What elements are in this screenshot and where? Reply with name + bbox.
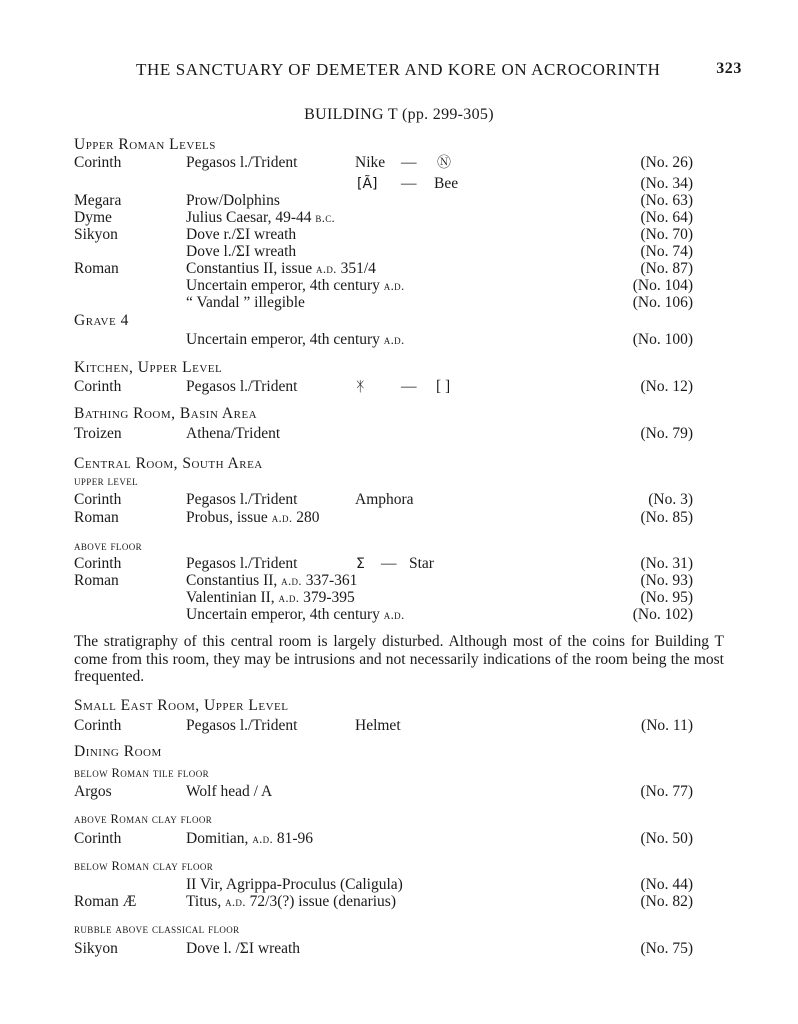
- coin-row: [0, 425, 798, 443]
- subheading: rubble above classical floor: [74, 922, 240, 936]
- coin-detail: Bee: [434, 175, 459, 192]
- section-title: Grave 4: [74, 312, 129, 329]
- catalog-number: (No. 50): [640, 830, 693, 847]
- coin-type: Pegasos l./Trident: [186, 154, 298, 171]
- coin-row: [0, 491, 798, 509]
- mint: Megara: [74, 192, 122, 209]
- coin-detail: Star: [409, 555, 434, 572]
- subheading-above-floor: [0, 537, 798, 555]
- mint: Sikyon: [74, 940, 118, 957]
- coin-row: [0, 830, 798, 848]
- coin-detail: Amphora: [355, 491, 414, 508]
- section-title: Upper Roman Levels: [74, 136, 216, 153]
- coin-row: [0, 154, 798, 172]
- coin-row: [0, 277, 798, 295]
- coin-type: Uncertain emperor, 4th century a.d.: [186, 606, 405, 623]
- section-title: Bathing Room, Basin Area: [74, 405, 258, 422]
- section-title: Central Room, South Area: [74, 455, 263, 472]
- coin-row: [0, 192, 798, 210]
- subheading: above Roman clay floor: [74, 812, 213, 826]
- monogram-symbol: ᛡ: [356, 379, 365, 395]
- coin-detail: Helmet: [355, 717, 401, 734]
- coin-row: [0, 589, 798, 607]
- catalog-number: (No. 106): [632, 294, 693, 311]
- coin-row: [0, 783, 798, 801]
- subheading: above floor: [74, 539, 143, 553]
- mint: Corinth: [74, 378, 122, 395]
- catalog-number: (No. 11): [641, 717, 693, 734]
- monogram-symbol: [Ã]: [357, 176, 378, 192]
- coin-row: [0, 717, 798, 735]
- coin-row: [0, 940, 798, 958]
- coin-row: [0, 209, 798, 227]
- coin-row: [0, 572, 798, 590]
- monogram-symbol: Σ: [356, 556, 365, 572]
- mint: Roman Æ: [74, 893, 137, 910]
- catalog-number: (No. 79): [640, 425, 693, 442]
- catalog-number: (No. 34): [640, 175, 693, 192]
- running-title: THE SANCTUARY OF DEMETER AND KORE ON ACROCORINTH: [136, 60, 661, 79]
- coin-type: Dove l./ΣΙ wreath: [186, 243, 297, 260]
- subheading: below Roman tile floor: [74, 766, 210, 780]
- dash: —: [401, 175, 417, 192]
- coin-row: [0, 226, 798, 244]
- coin-type: Dove r./ΣΙ wreath: [186, 226, 297, 243]
- coin-type: Uncertain emperor, 4th century a.d.: [186, 331, 405, 348]
- catalog-number: (No. 102): [632, 606, 693, 623]
- coin-type: II Vir, Agrippa-Proculus (Caligula): [186, 876, 403, 893]
- coin-row: [0, 331, 798, 349]
- coin-row: [0, 876, 798, 894]
- catalog-number: (No. 12): [640, 378, 693, 395]
- coin-type: Pegasos l./Trident: [186, 555, 298, 572]
- catalog-number: (No. 104): [632, 277, 693, 294]
- subheading: below Roman clay floor: [74, 859, 214, 873]
- section-heading-central-room: [0, 455, 798, 473]
- dash: —: [381, 555, 397, 572]
- coin-detail: Nike: [355, 154, 386, 171]
- dash: —: [401, 154, 417, 171]
- monogram-symbol: Ⓝ: [437, 155, 451, 171]
- subheading: upper level: [74, 474, 139, 488]
- coin-type: Wolf head / A: [186, 783, 273, 800]
- mint: Corinth: [74, 830, 122, 847]
- dash: —: [401, 378, 417, 395]
- section-heading-dining-room: [0, 743, 798, 761]
- mint: Roman: [74, 260, 119, 277]
- catalog-number: (No. 85): [640, 509, 693, 526]
- mint: Corinth: [74, 555, 122, 572]
- coin-type: Prow/Dolphins: [186, 192, 280, 209]
- subheading-rubble-above-classical-floor: [0, 920, 798, 938]
- coin-type: Titus, a.d. 72/3(?) issue (denarius): [186, 893, 396, 910]
- coin-type: Pegasos l./Trident: [186, 491, 298, 508]
- mint: Troizen: [74, 425, 122, 442]
- mint: Roman: [74, 509, 119, 526]
- subheading-above-clay-floor: [0, 810, 798, 828]
- catalog-number: (No. 3): [648, 491, 693, 508]
- catalog-number: (No. 63): [640, 192, 693, 209]
- coin-type: Uncertain emperor, 4th century a.d.: [186, 277, 405, 294]
- catalog-number: (No. 93): [640, 572, 693, 589]
- coin-row: [0, 294, 798, 312]
- coin-row: [0, 555, 798, 573]
- section-heading-kitchen: [0, 359, 798, 377]
- coin-row: [0, 175, 798, 193]
- section-heading-upper-roman-levels: [0, 136, 798, 154]
- coin-type: Constantius II, issue a.d. 351/4: [186, 260, 376, 277]
- mint: Dyme: [74, 209, 112, 226]
- coin-row: [0, 378, 798, 396]
- coin-type: Domitian, a.d. 81-96: [186, 830, 314, 847]
- catalog-number: (No. 82): [640, 893, 693, 910]
- coin-type: Athena/Trident: [186, 425, 281, 442]
- running-header: [0, 60, 798, 84]
- catalog-number: (No. 44): [640, 876, 693, 893]
- catalog-number: (No. 64): [640, 209, 693, 226]
- mint: Corinth: [74, 717, 122, 734]
- subheading-below-clay-floor: [0, 857, 798, 875]
- section-title: Kitchen, Upper Level: [74, 359, 223, 376]
- catalog-number: (No. 74): [640, 243, 693, 260]
- coin-type: Probus, issue a.d. 280: [186, 509, 320, 526]
- mint: Sikyon: [74, 226, 118, 243]
- catalog-number: (No. 100): [632, 331, 693, 348]
- coin-type: Julius Caesar, 49-44 b.c.: [186, 209, 336, 226]
- mint: Roman: [74, 572, 119, 589]
- section-title: Dining Room: [74, 743, 162, 760]
- coin-type: “ Vandal ” illegible: [186, 294, 305, 311]
- page-number: 323: [716, 60, 742, 77]
- subheading-upper-level: [0, 472, 798, 490]
- bracket: [ ]: [436, 378, 451, 395]
- section-heading-bathing-room: [0, 405, 798, 423]
- coin-type: Pegasos l./Trident: [186, 717, 298, 734]
- mint: Argos: [74, 783, 112, 800]
- mint: Corinth: [74, 154, 122, 171]
- coin-row: [0, 243, 798, 261]
- coin-row: [0, 509, 798, 527]
- stratigraphy-paragraph: The stratigraphy of this central room is largely disturbed. Although most of the coins for Building T come from this room, they may be intrusions and not necessarily indications of the room being the most frequented.: [74, 633, 724, 685]
- coin-type: Constantius II, a.d. 337-361: [186, 572, 358, 589]
- section-heading-grave-4: [0, 312, 798, 330]
- coin-type: Pegasos l./Trident: [186, 378, 298, 395]
- coin-type: Valentinian II, a.d. 379-395: [186, 589, 355, 606]
- section-heading-small-east-room: [0, 697, 798, 715]
- catalog-number: (No. 26): [640, 154, 693, 171]
- coin-row: [0, 893, 798, 911]
- subheading-below-tile-floor: [0, 764, 798, 782]
- mint: Corinth: [74, 491, 122, 508]
- catalog-number: (No. 77): [640, 783, 693, 800]
- catalog-number: (No. 75): [640, 940, 693, 957]
- coin-type: Dove l. /ΣΙ wreath: [186, 940, 301, 957]
- catalog-number: (No. 31): [640, 555, 693, 572]
- catalog-number: (No. 87): [640, 260, 693, 277]
- catalog-number: (No. 95): [640, 589, 693, 606]
- coin-row: [0, 606, 798, 624]
- catalog-number: (No. 70): [640, 226, 693, 243]
- coin-row: [0, 260, 798, 278]
- section-title: Small East Room, Upper Level: [74, 697, 289, 714]
- building-title: BUILDING T (pp. 299-305): [304, 106, 494, 123]
